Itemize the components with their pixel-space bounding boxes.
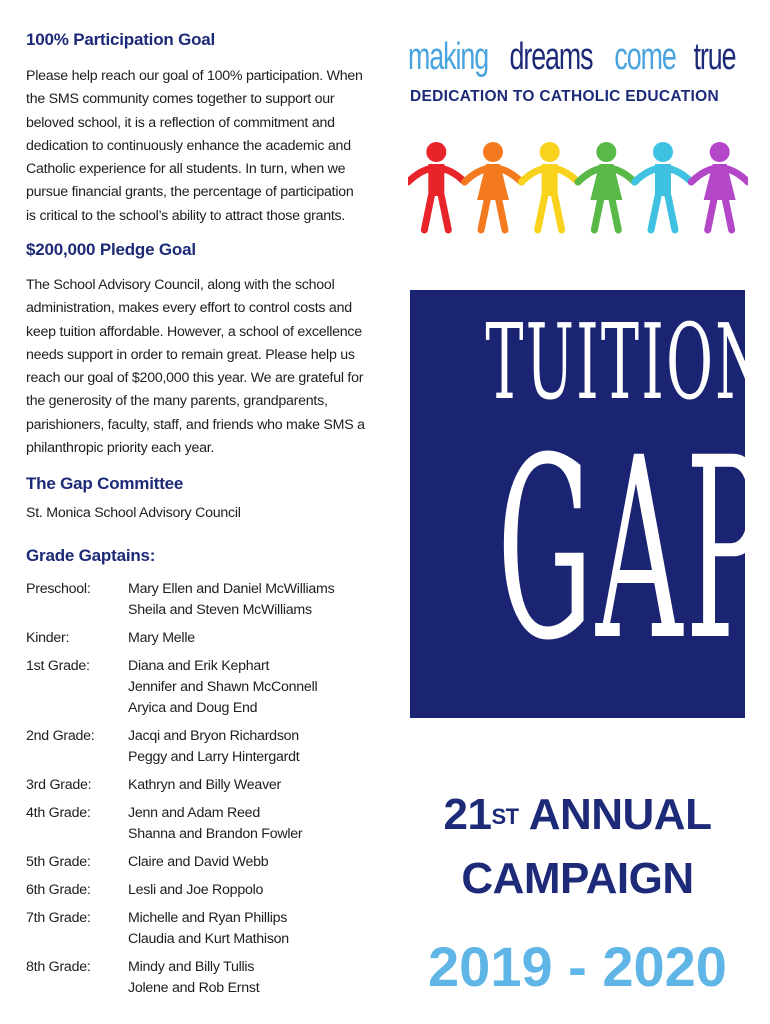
grade-captain-names: [128, 957, 259, 999]
grade-captain-names: [128, 726, 299, 768]
captain-name: Diana and Erik Kephart: [128, 658, 270, 674]
grade-captain-names: [128, 803, 302, 845]
grade-captain-names: [128, 908, 289, 950]
captain-name: Mary Melle: [128, 630, 195, 646]
grade-label: 7th Grade:: [26, 910, 91, 926]
captain-name: Aryica and Doug End: [128, 700, 258, 716]
campaign-suffix: ST: [491, 804, 519, 829]
grade-row: [26, 775, 366, 796]
grade-label: Kinder:: [26, 630, 70, 646]
captain-name: Sheila and Steven McWilliams: [128, 602, 312, 618]
paper-doll: [578, 142, 635, 230]
grade-row: [26, 880, 366, 901]
grade-row: [26, 628, 366, 649]
participation-body: Please help reach our goal of 100% participation. When the SMS community comes together to support our beloved school, it is a reflection of commitment and dedication to continuously enhance the academic and Catholic experience for all students. In turn, when we pursue financial grants, the percentage of participation is critical to the school’s ability to attract those grants.: [26, 68, 363, 224]
campaign-word: CAMPAIGN: [461, 854, 694, 903]
captain-name: Michelle and Ryan Phillips: [128, 910, 288, 926]
captain-name: Kathryn and Billy Weaver: [128, 777, 282, 793]
grade-row: [26, 803, 366, 845]
paper-doll: [635, 142, 692, 230]
pledge-body: The School Advisory Council, along with the school administration, makes every effort to control costs and keep tuition affordable. However, a school of excellence needs support in order to remain great. Please help us reach our goal of $200,000 this year. We are grateful for the generosity of the many parents, grandparents, parishioners, faculty, staff, and friends who make SMS a philanthropic priority each year.: [26, 277, 365, 457]
campaign-number: 21: [443, 790, 492, 839]
tagline-word-3: come: [614, 36, 676, 78]
captain-name: Claudia and Kurt Mathison: [128, 931, 289, 947]
grade-captain-names: [128, 775, 281, 796]
campaign-title: [410, 783, 745, 911]
logo-gap-text: GAP: [497, 404, 770, 695]
grade-row: [26, 957, 366, 999]
grade-captain-names: [128, 852, 268, 873]
paper-doll: [408, 142, 465, 230]
committee-heading: The Gap Committee: [26, 474, 184, 493]
grade-label: 8th Grade:: [26, 959, 91, 975]
paper-doll: [521, 142, 578, 230]
captain-name: Jolene and Rob Ernst: [128, 980, 260, 996]
committee-body: St. Monica School Advisory Council: [26, 505, 241, 521]
logo-tuition-text: TUITION: [485, 301, 768, 423]
campaign-years: 2019 - 2020: [428, 935, 727, 998]
tuition-gap-logo-box: [410, 290, 770, 718]
grade-label: 5th Grade:: [26, 854, 91, 870]
tagline-word-1: making: [408, 36, 489, 78]
captain-name: Lesli and Joe Roppolo: [128, 882, 264, 898]
tagline: [408, 36, 748, 79]
grade-row: [26, 726, 366, 768]
grade-captain-names: [128, 579, 334, 621]
grade-captain-names: [128, 628, 195, 649]
grade-label: 4th Grade:: [26, 805, 91, 821]
grade-label: 6th Grade:: [26, 882, 91, 898]
grade-label: 2nd Grade:: [26, 728, 95, 744]
grade-label: 3rd Grade:: [26, 777, 92, 793]
grade-row: [26, 908, 366, 950]
campaign-annual: ANNUAL: [528, 790, 712, 839]
grade-row: [26, 656, 366, 719]
captain-name: Jenn and Adam Reed: [128, 805, 260, 821]
tagline-word-2: dreams: [509, 36, 593, 78]
paper-dolls-illustration: [408, 138, 748, 238]
captain-name: Claire and David Webb: [128, 854, 269, 870]
grade-label: Preschool:: [26, 581, 91, 597]
grade-captain-names: [128, 656, 317, 719]
captains-heading: Grade Gaptains:: [26, 546, 156, 565]
grade-captain-names: [128, 880, 263, 901]
captain-name: Shanna and Brandon Fowler: [128, 826, 303, 842]
captains-list: [26, 579, 366, 999]
grade-row: [26, 579, 366, 621]
tagline-word-4: true: [693, 36, 736, 78]
captain-name: Jacqi and Bryon Richardson: [128, 728, 299, 744]
captain-name: Mindy and Billy Tullis: [128, 959, 255, 975]
participation-heading: 100% Participation Goal: [26, 30, 216, 49]
captain-name: Jennifer and Shawn McConnell: [128, 679, 318, 695]
paper-doll: [691, 142, 748, 230]
grade-row: [26, 852, 366, 873]
grade-label: 1st Grade:: [26, 658, 90, 674]
pledge-heading: $200,000 Pledge Goal: [26, 240, 196, 259]
subtagline: DEDICATION TO CATHOLIC EDUCATION: [410, 88, 719, 105]
paper-doll: [465, 142, 522, 230]
captain-name: Peggy and Larry Hintergardt: [128, 749, 300, 765]
captain-name: Mary Ellen and Daniel McWilliams: [128, 581, 335, 597]
